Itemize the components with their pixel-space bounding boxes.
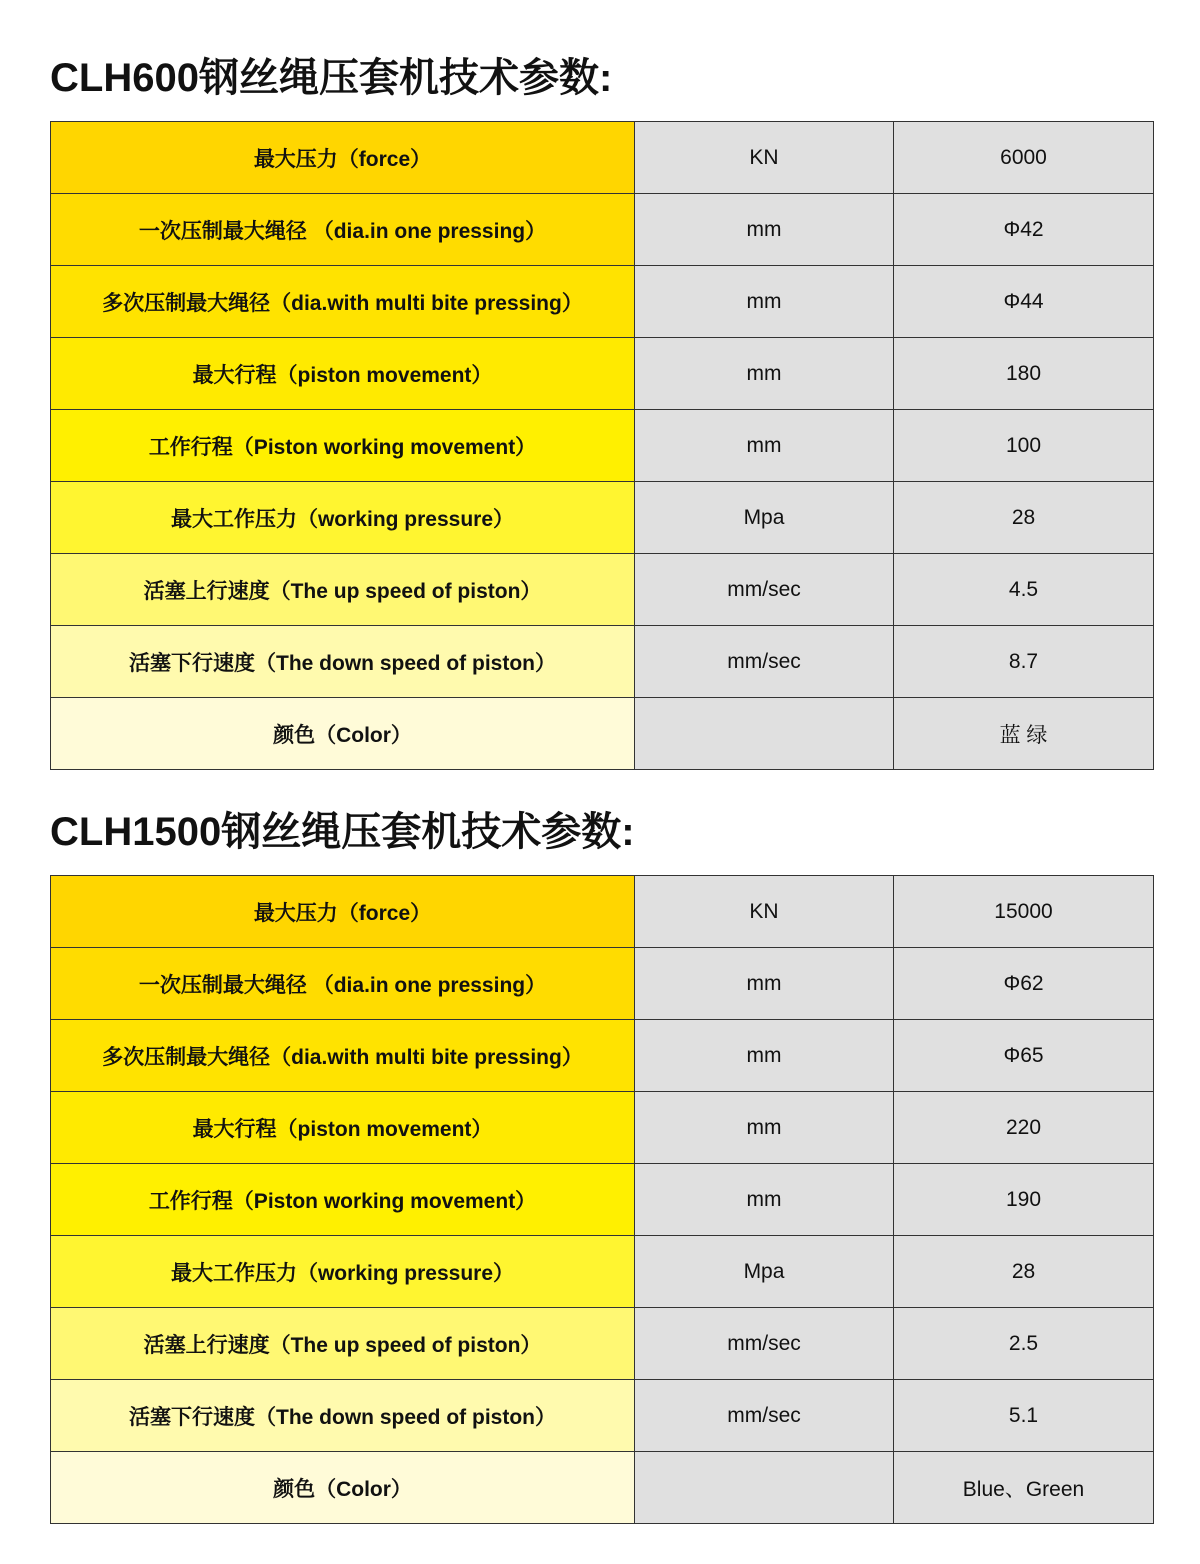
table-row	[51, 876, 1154, 948]
param-value: 15000	[894, 876, 1154, 948]
param-value: 180	[894, 338, 1154, 410]
param-unit: mm	[635, 948, 894, 1020]
param-name: 最大压力（force）	[51, 876, 635, 948]
table-row	[51, 698, 1154, 770]
table-row	[51, 1452, 1154, 1524]
table-row	[51, 194, 1154, 266]
table-row	[51, 338, 1154, 410]
param-value: 220	[894, 1092, 1154, 1164]
table-row	[51, 626, 1154, 698]
param-value: 5.1	[894, 1380, 1154, 1452]
table-row	[51, 1092, 1154, 1164]
param-unit: mm/sec	[635, 554, 894, 626]
param-unit: mm	[635, 194, 894, 266]
table-row	[51, 554, 1154, 626]
param-name: 一次压制最大绳径 （dia.in one pressing）	[51, 194, 635, 266]
param-unit	[635, 698, 894, 770]
table-row	[51, 1236, 1154, 1308]
param-name: 多次压制最大绳径（dia.with multi bite pressing）	[51, 266, 635, 338]
param-unit: mm	[635, 1092, 894, 1164]
param-value: Φ44	[894, 266, 1154, 338]
param-value: 190	[894, 1164, 1154, 1236]
param-name: 颜色（Color）	[51, 1452, 635, 1524]
param-name: 一次压制最大绳径 （dia.in one pressing）	[51, 948, 635, 1020]
param-name: 最大工作压力（working pressure）	[51, 482, 635, 554]
table-row	[51, 122, 1154, 194]
table-row	[51, 1020, 1154, 1092]
param-unit: mm/sec	[635, 626, 894, 698]
param-name: 颜色（Color）	[51, 698, 635, 770]
param-name: 工作行程（Piston working movement）	[51, 1164, 635, 1236]
param-value: 蓝 绿	[894, 698, 1154, 770]
param-value: 8.7	[894, 626, 1154, 698]
table-row	[51, 410, 1154, 482]
param-value: 6000	[894, 122, 1154, 194]
param-unit: Mpa	[635, 482, 894, 554]
param-value: 28	[894, 482, 1154, 554]
param-name: 多次压制最大绳径（dia.with multi bite pressing）	[51, 1020, 635, 1092]
param-name: 工作行程（Piston working movement）	[51, 410, 635, 482]
table-row	[51, 1380, 1154, 1452]
param-value: Φ42	[894, 194, 1154, 266]
param-name: 活塞下行速度（The down speed of piston）	[51, 1380, 635, 1452]
param-name: 活塞上行速度（The up speed of piston）	[51, 1308, 635, 1380]
section-title-clh600: CLH600钢丝绳压套机技术参数:	[50, 56, 613, 100]
param-unit: mm/sec	[635, 1380, 894, 1452]
param-unit	[635, 1452, 894, 1524]
param-name: 活塞下行速度（The down speed of piston）	[51, 626, 635, 698]
param-name: 最大工作压力（working pressure）	[51, 1236, 635, 1308]
table-row	[51, 1308, 1154, 1380]
param-value: 28	[894, 1236, 1154, 1308]
table-row	[51, 1164, 1154, 1236]
param-name: 活塞上行速度（The up speed of piston）	[51, 554, 635, 626]
param-unit: mm	[635, 410, 894, 482]
param-unit: KN	[635, 122, 894, 194]
spec-table-clh1500	[50, 875, 1154, 1524]
param-name: 最大行程（piston movement）	[51, 338, 635, 410]
table-row	[51, 948, 1154, 1020]
param-value: 2.5	[894, 1308, 1154, 1380]
param-value: Φ62	[894, 948, 1154, 1020]
param-unit: mm	[635, 338, 894, 410]
param-name: 最大压力（force）	[51, 122, 635, 194]
spec-table-clh600	[50, 121, 1154, 770]
param-unit: mm	[635, 1164, 894, 1236]
section-title-clh1500: CLH1500钢丝绳压套机技术参数:	[50, 810, 635, 854]
table-row	[51, 482, 1154, 554]
param-unit: mm	[635, 1020, 894, 1092]
param-value: 100	[894, 410, 1154, 482]
param-value: Φ65	[894, 1020, 1154, 1092]
param-unit: KN	[635, 876, 894, 948]
param-unit: mm/sec	[635, 1308, 894, 1380]
table-row	[51, 266, 1154, 338]
param-value: 4.5	[894, 554, 1154, 626]
param-unit: Mpa	[635, 1236, 894, 1308]
param-value: Blue、Green	[894, 1452, 1154, 1524]
param-name: 最大行程（piston movement）	[51, 1092, 635, 1164]
param-unit: mm	[635, 266, 894, 338]
